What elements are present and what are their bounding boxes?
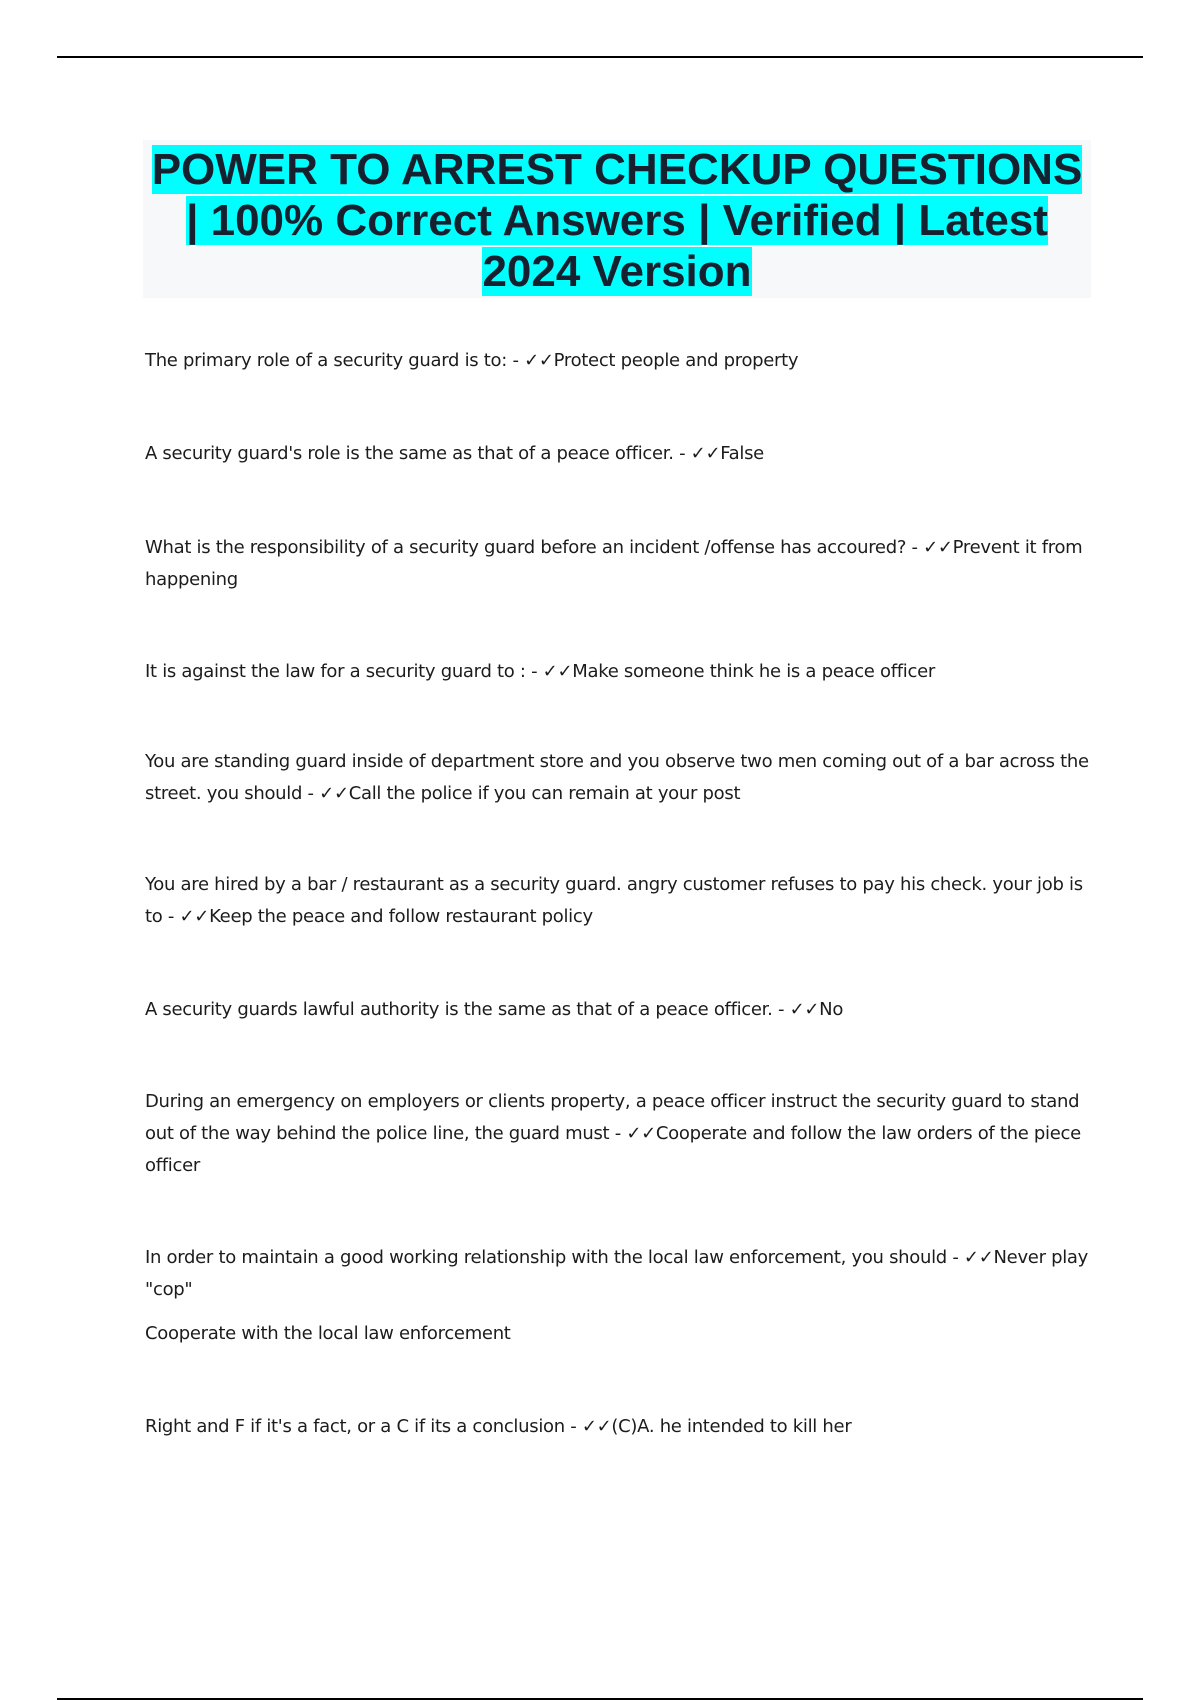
question-item-7: A security guards lawful authority is the same as that of a peace officer. - ✓✓No: [145, 999, 844, 1020]
top-divider: [57, 56, 1143, 58]
question-item-5: You are standing guard inside of department store and you observe two men coming out of a bar across the street. you should - ✓✓Call the police if you can remain at your post: [145, 751, 1089, 804]
question-item-2: A security guard's role is the same as that of a peace officer. - ✓✓False: [145, 443, 764, 464]
document-title: [143, 140, 1091, 297]
title-block: [143, 140, 1091, 298]
question-item-1: The primary role of a security guard is to: - ✓✓Protect people and property: [145, 350, 799, 371]
question-item-9: [145, 1242, 1090, 1350]
question-item-3: What is the responsibility of a security guard before an incident /offense has accoured? - ✓✓Prevent it from happening: [145, 537, 1083, 590]
question-item-9-text: In order to maintain a good working relationship with the local law enforcement, you should - ✓✓Never play "cop": [145, 1247, 1088, 1300]
question-item-8: During an emergency on employers or clients property, a peace officer instruct the security guard to stand out of the way behind the police line, the guard must - ✓✓Cooperate and follow the law orders of the piece officer: [145, 1091, 1081, 1176]
question-item-6: You are hired by a bar / restaurant as a security guard. angry customer refuses to pay his check. your job is to - ✓✓Keep the peace and follow restaurant policy: [145, 874, 1083, 927]
question-item-10: Right and F if it's a fact, or a C if its a conclusion - ✓✓(C)A. he intended to kill her: [145, 1416, 852, 1437]
question-item-4: It is against the law for a security guard to : - ✓✓Make someone think he is a peace officer: [145, 661, 935, 682]
question-item-9-extra: Cooperate with the local law enforcement: [145, 1323, 511, 1344]
title-highlight: POWER TO ARREST CHECKUP QUESTIONS | 100% Correct Answers | Verified | Latest 2024 Version: [151, 145, 1083, 296]
